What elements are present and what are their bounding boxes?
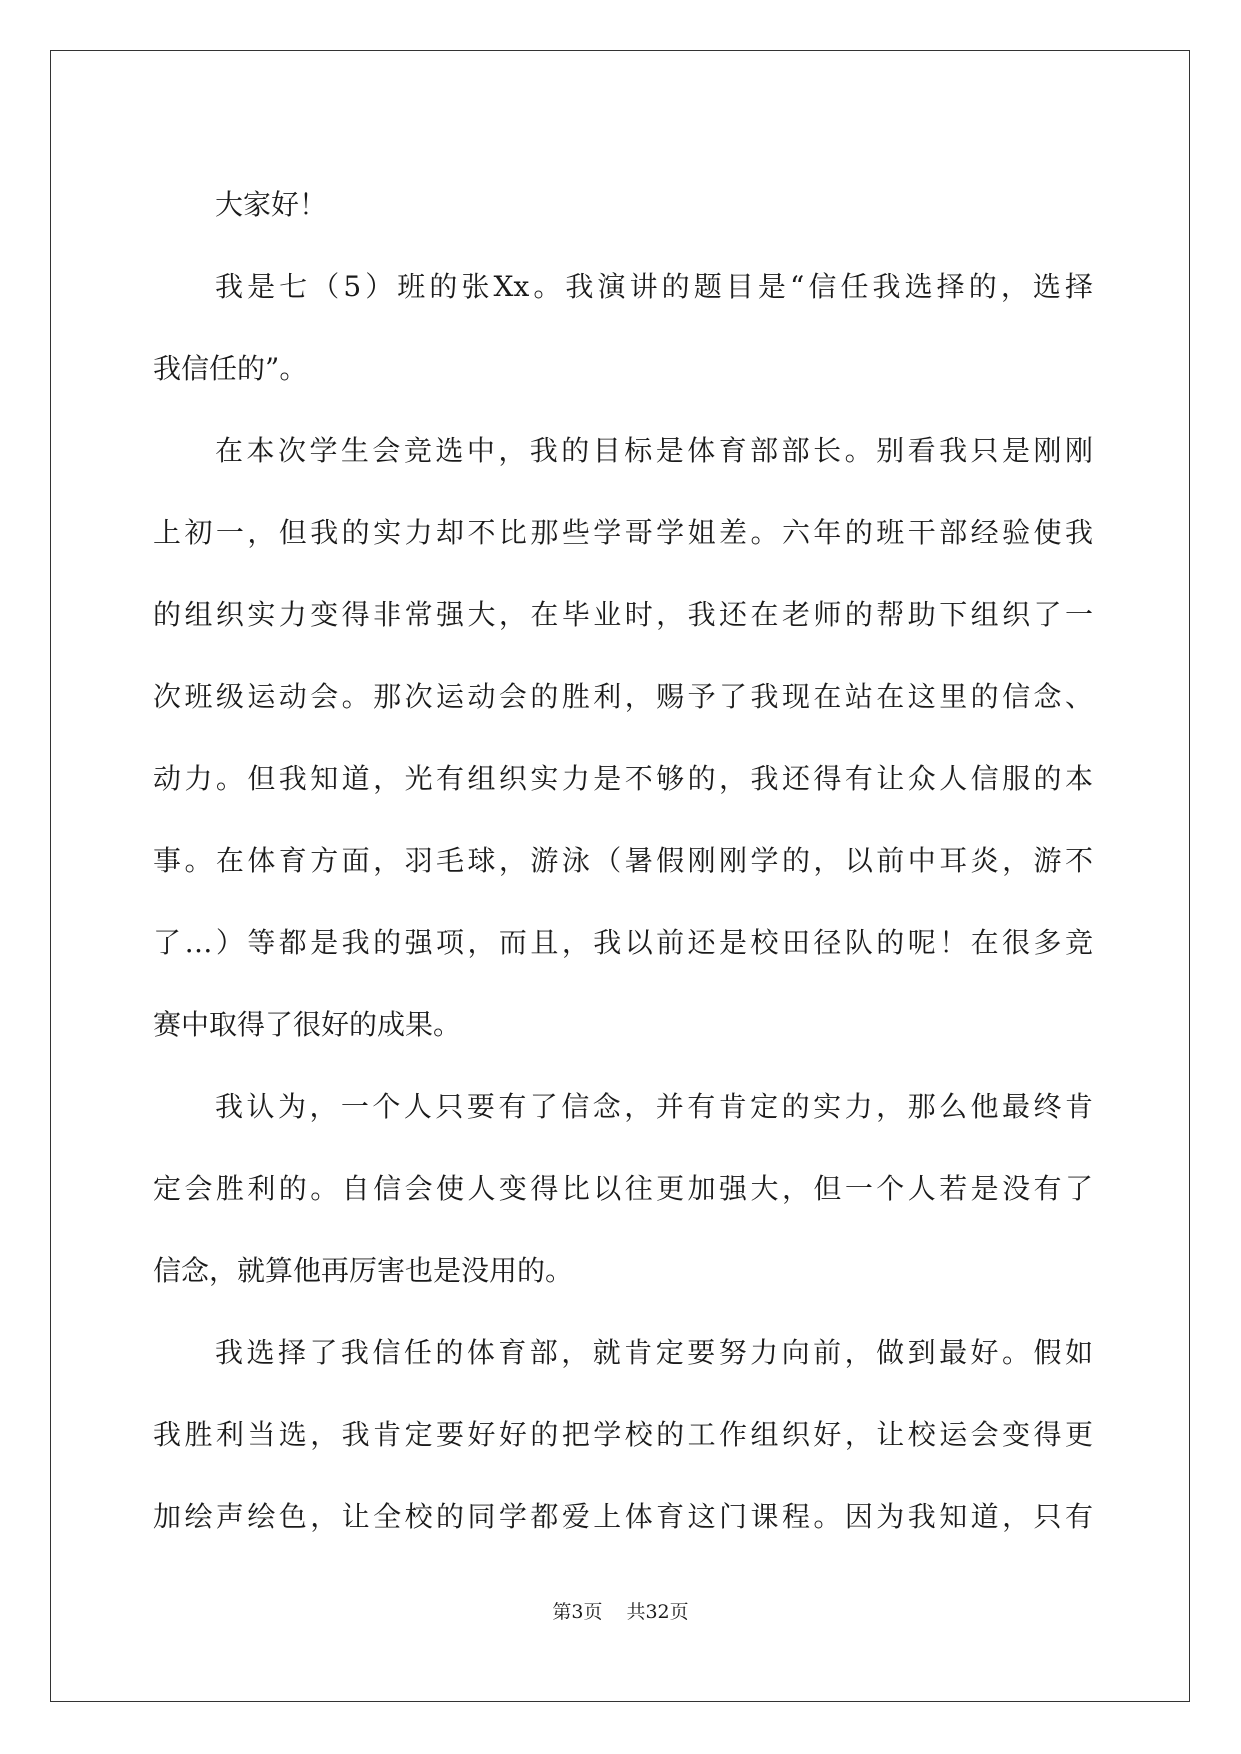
text-line: 信念，就算他再厉害也是没用的。 [153,1254,574,1287]
text-line: 大家好！ [215,188,328,221]
text-line: 我认为，一个人只要有了信念，并有肯定的实力，那么他最终肯 [215,1090,1093,1123]
page-number-current: 第3页 [552,1601,603,1623]
text-line: 我信任的”。 [153,352,308,385]
page-number-total: 共32页 [626,1601,689,1623]
text-line: 在本次学生会竞选中，我的目标是体育部部长。别看我只是刚刚 [215,434,1093,467]
text-line: 动力。但我知道，光有组织实力是不够的，我还得有让众人信服的本 [153,762,1093,795]
text-line: 了…）等都是我的强项，而且，我以前还是校田径队的呢！在很多竞 [153,926,1093,959]
text-line: 上初一，但我的实力却不比那些学哥学姐差。六年的班干部经验使我 [153,516,1093,549]
page-footer [0,1597,1241,1624]
document-body [153,164,1093,1558]
text-line: 加绘声绘色，让全校的同学都爱上体育这门课程。因为我知道，只有 [153,1500,1093,1533]
text-line: 赛中取得了很好的成果。 [153,1008,462,1041]
text-line: 次班级运动会。那次运动会的胜利，赐予了我现在站在这里的信念、 [153,680,1093,713]
text-line: 的组织实力变得非常强大，在毕业时，我还在老师的帮助下组织了一 [153,598,1093,631]
text-line: 我胜利当选，我肯定要好好的把学校的工作组织好，让校运会变得更 [153,1418,1093,1451]
text-line: 定会胜利的。自信会使人变得比以往更加强大，但一个人若是没有了 [153,1172,1093,1205]
text-line: 事。在体育方面，羽毛球，游泳（暑假刚刚学的，以前中耳炎，游不 [153,844,1093,877]
text-line: 我选择了我信任的体育部，就肯定要努力向前，做到最好。假如 [215,1336,1093,1369]
text-line: 我是七（5）班的张Xx。我演讲的题目是“信任我选择的，选择 [215,270,1093,303]
